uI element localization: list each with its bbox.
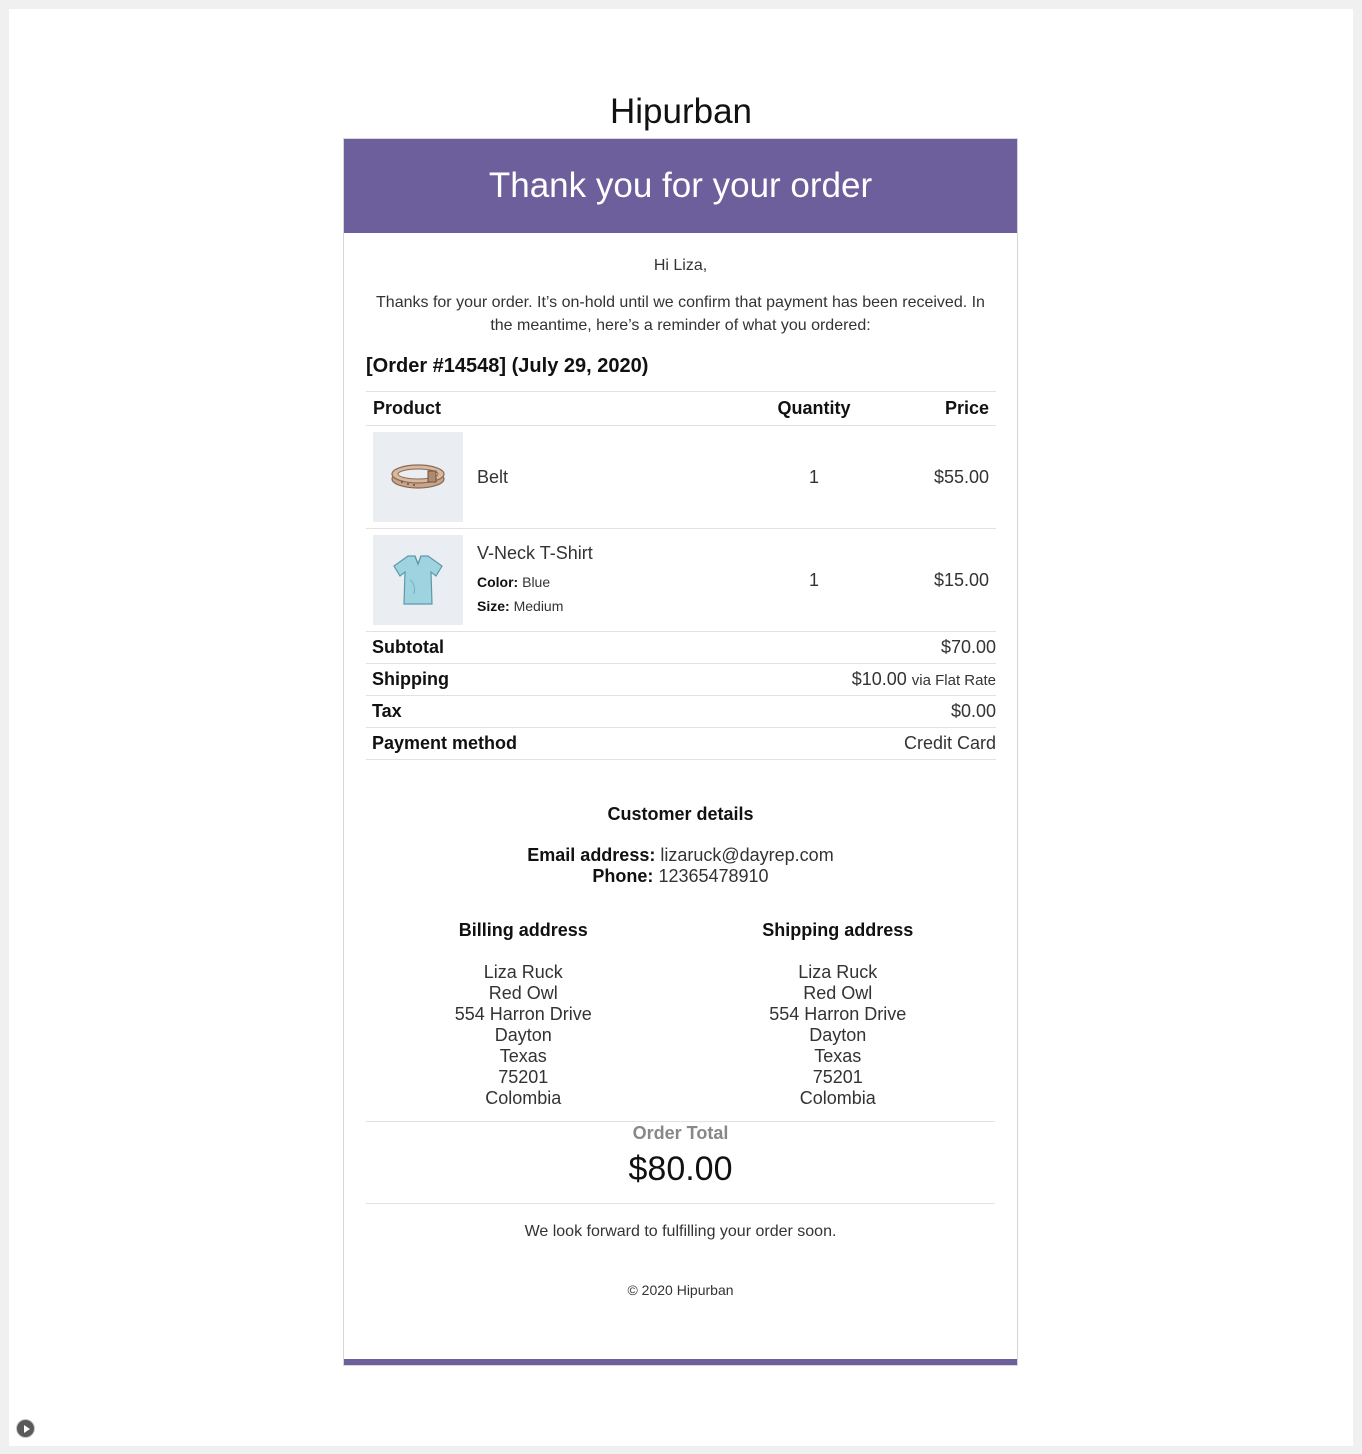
product-price: $15.00 <box>884 529 996 632</box>
copyright: © 2020 Hipurban <box>627 1282 734 1298</box>
email-body <box>344 257 1017 1298</box>
email-label: Email address: <box>527 845 656 865</box>
table-header-row <box>366 392 996 426</box>
shipping-line: 554 Harron Drive <box>769 1004 907 1024</box>
billing-line: Liza Ruck <box>483 962 563 982</box>
totals-table <box>366 632 996 760</box>
product-quantity: 1 <box>744 426 885 529</box>
store-title: Hipurban <box>609 92 753 131</box>
email-header <box>344 139 1017 233</box>
tax-label: Tax <box>366 696 682 728</box>
shipping-line: Dayton <box>809 1025 867 1045</box>
customer-details-title: Customer details <box>607 804 754 824</box>
email-container <box>343 138 1018 1366</box>
billing-title: Billing address <box>458 920 588 940</box>
size-label: Size: <box>477 597 510 614</box>
order-heading: [Order #14548] (July 29, 2020) <box>366 355 649 377</box>
shipping-line: Liza Ruck <box>798 962 878 982</box>
payment-label: Payment method <box>366 728 682 760</box>
payment-value: Credit Card <box>682 728 996 760</box>
table-row <box>366 426 996 529</box>
product-meta <box>477 570 593 618</box>
billing-line: 554 Harron Drive <box>454 1004 592 1024</box>
customer-details <box>366 845 995 887</box>
shipping-line: Texas <box>814 1046 862 1066</box>
billing-line: Dayton <box>494 1025 552 1045</box>
tshirt-icon <box>373 535 463 625</box>
belt-icon <box>373 432 463 522</box>
shipping-line: 75201 <box>812 1067 863 1087</box>
billing-line: Texas <box>499 1046 547 1066</box>
product-name: V-Neck T-Shirt <box>477 542 593 563</box>
billing-line: 75201 <box>498 1067 549 1087</box>
shipping-row <box>366 664 996 696</box>
tax-value: $0.00 <box>682 696 996 728</box>
shipping-amount: $10.00 <box>851 669 907 689</box>
shipping-label: Shipping <box>366 664 682 696</box>
phone-value: 12365478910 <box>658 866 769 886</box>
order-total <box>366 1121 995 1204</box>
product-quantity: 1 <box>744 529 885 632</box>
tax-row <box>366 696 996 728</box>
closing-text: We look forward to fulfilling your order soon. <box>524 1223 837 1240</box>
size-value: Medium <box>513 597 564 614</box>
product-price: $55.00 <box>884 426 996 529</box>
order-items-table <box>366 391 996 632</box>
header-title: Thank you for your order <box>488 166 873 205</box>
shipping-line: Red Owl <box>803 983 873 1003</box>
billing-line: Red Owl <box>488 983 558 1003</box>
phone-label: Phone: <box>592 866 654 886</box>
order-total-amount: $80.00 <box>628 1150 733 1188</box>
header-price: Price <box>884 392 996 426</box>
shipping-value <box>682 664 996 696</box>
subtotal-value: $70.00 <box>682 632 996 664</box>
color-label: Color: <box>477 573 519 590</box>
intro-text: Thanks for your order. It’s on-hold until we confirm that payment has been received. In the meantime, here’s a reminder of what you ordered: <box>376 294 985 334</box>
shipping-address <box>681 920 996 1109</box>
payment-row <box>366 728 996 760</box>
addresses <box>366 920 995 1109</box>
header-product: Product <box>366 392 744 426</box>
shipping-method: via Flat Rate <box>911 672 996 689</box>
billing-address <box>366 920 681 1109</box>
color-value: Blue <box>522 573 551 590</box>
table-row <box>366 529 996 632</box>
subtotal-label: Subtotal <box>366 632 682 664</box>
product-name: Belt <box>477 466 509 487</box>
greeting: Hi Liza, <box>653 257 708 274</box>
email-footer-bar <box>344 1359 1017 1365</box>
billing-line: Colombia <box>485 1088 562 1108</box>
email-value: lizaruck@dayrep.com <box>660 845 834 865</box>
play-icon[interactable] <box>16 1419 35 1438</box>
shipping-address-title: Shipping address <box>762 920 914 940</box>
shipping-line: Colombia <box>799 1088 876 1108</box>
header-quantity: Quantity <box>744 392 885 426</box>
subtotal-row <box>366 632 996 664</box>
order-total-label: Order Total <box>632 1123 729 1143</box>
